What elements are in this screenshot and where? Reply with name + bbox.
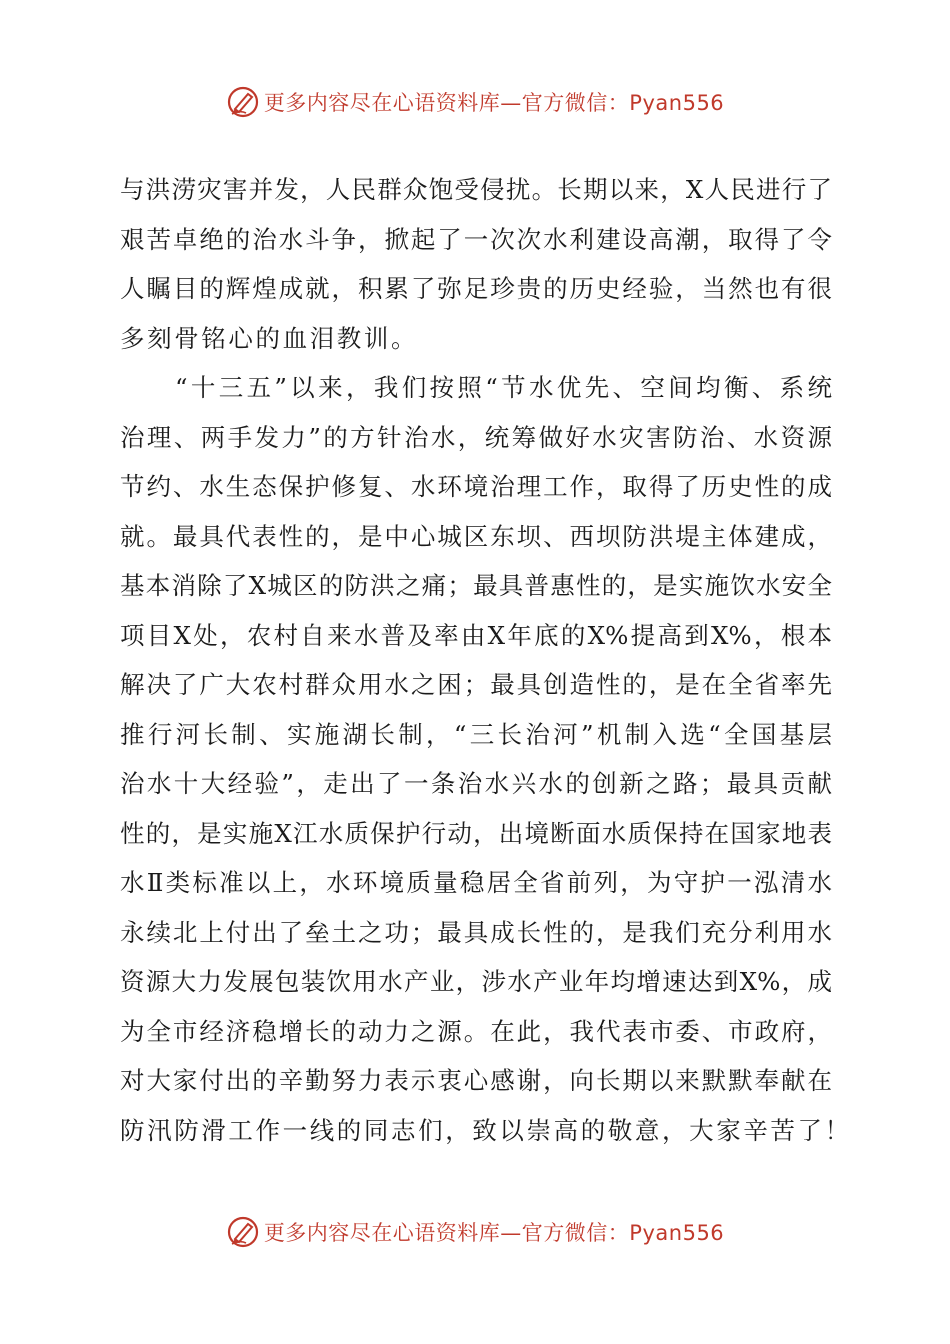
text-line: 治理、两手发力”的方针治水，统筹做好水灾害防治、水资源 [120,422,832,452]
text-line: 基本消除了X城区的防洪之痛；最具普惠性的，是实施饮水安全 [120,571,832,600]
text-line: 资源大力发展包装饮用水产业，涉水产业年均增速达到X%，成 [120,967,832,996]
text-line: 对大家付出的辛勤努力表示衷心感谢，向长期以来默默奉献在 [120,1066,832,1095]
header-banner [0,82,950,122]
text-line: 节约、水生态保护修复、水环境治理工作，取得了历史性的成 [120,472,832,501]
pen-logo-icon [226,1215,260,1249]
text-line: 项目X处，农村自来水普及率由X年底的X%提高到X%，根本 [120,620,832,650]
text-line: 解决了广大农村群众用水之困；最具创造性的，是在全省率先 [120,670,832,699]
text-line: “十三五”以来，我们按照“节水优先、空间均衡、系统 [175,373,832,402]
text-line: 治水十大经验”，走出了一条治水兴水的创新之路；最具贡献 [120,769,832,798]
pen-logo-icon [226,85,260,119]
footer-banner [0,1212,950,1252]
footer-banner-text: 更多内容尽在心语资料库—官方微信：Pyan556 [263,1221,725,1245]
text-line: 防汛防滑工作一线的同志们，致以崇高的敬意，大家辛苦了！ [120,1115,852,1145]
document-body [120,165,852,1155]
text-line: 艰苦卓绝的治水斗争，掀起了一次次水利建设高潮，取得了令 [120,224,832,254]
text-line: 与洪涝灾害并发，人民群众饱受侵扰。长期以来，X人民进行了 [120,175,832,204]
text-line: 永续北上付出了垒土之功；最具成长性的，是我们充分利用水 [120,917,832,947]
text-line: 推行河长制、实施湖长制，“三长治河”机制入选“全国基层 [120,719,832,749]
text-line: 人瞩目的辉煌成就，积累了弥足珍贵的历史经验，当然也有很 [120,274,832,303]
header-banner-text: 更多内容尽在心语资料库—官方微信：Pyan556 [263,91,725,115]
text-line: 就。最具代表性的，是中心城区东坝、西坝防洪堤主体建成， [120,521,832,551]
text-line: 性的，是实施X江水质保护行动，出境断面水质保持在国家地表 [120,818,832,848]
text-line: 多刻骨铭心的血泪教训。 [120,323,419,353]
text-line: 为全市经济稳增长的动力之源。在此，我代表市委、市政府， [120,1016,832,1046]
text-line: 水Ⅱ类标准以上，水环境质量稳居全省前列，为守护一泓清水 [120,868,832,897]
